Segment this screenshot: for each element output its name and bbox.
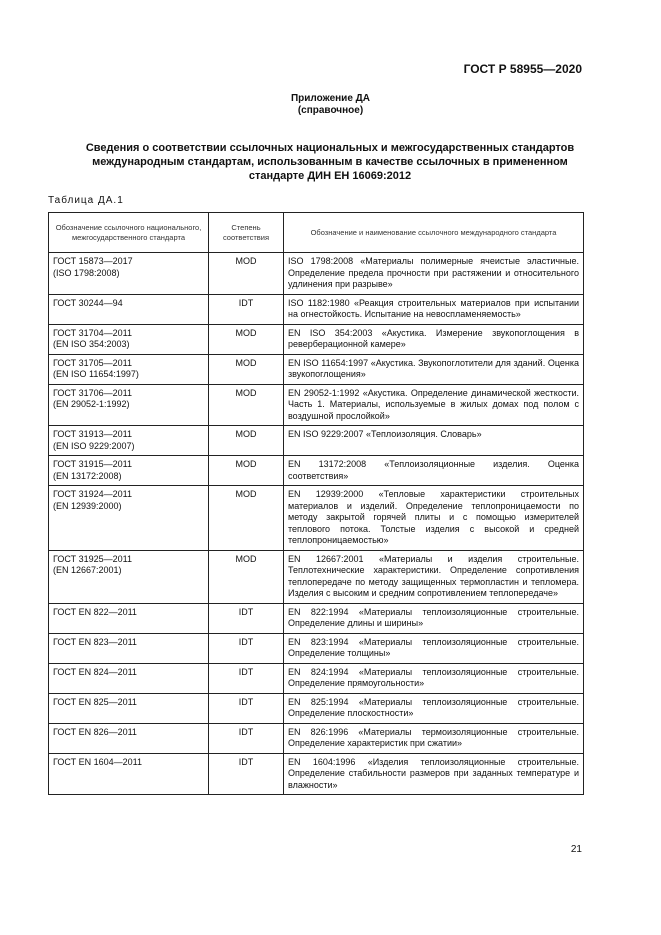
national-standard-cell: ГОСТ EN 823—2011: [49, 633, 209, 663]
degree-cell: MOD: [209, 486, 284, 551]
table-row: [49, 603, 584, 633]
international-standard-cell: EN ISO 11654:1997 «Акустика. Звукопоглотители для зданий. Оценка звукопоглощения»: [284, 354, 584, 384]
national-standard-cell: ГОСТ EN 1604—2011: [49, 753, 209, 795]
degree-cell: MOD: [209, 426, 284, 456]
table-row: [49, 294, 584, 324]
document-code: ГОСТ Р 58955—2020: [463, 62, 582, 76]
international-standard-cell: EN 13172:2008 «Теплоизоляционные изделия. Оценка соответствия»: [284, 456, 584, 486]
international-standard-cell: EN 825:1994 «Материалы теплоизоляционные строительные. Определение плоскостности»: [284, 693, 584, 723]
table-row: [49, 456, 584, 486]
degree-cell: IDT: [209, 603, 284, 633]
international-standard-cell: EN ISO 9229:2007 «Теплоизоляция. Словарь»: [284, 426, 584, 456]
column-header-degree: Степень соответствия: [209, 213, 284, 253]
table-row: [49, 384, 584, 426]
national-standard-cell: ГОСТ 31704—2011 (EN ISO 354:2003): [49, 324, 209, 354]
national-standard-cell: ГОСТ EN 824—2011: [49, 663, 209, 693]
international-standard-cell: ISO 1798:2008 «Материалы полимерные ячеистые эластичные. Определение предела прочности при растяжении и относительного удлинения при разрыве»: [284, 253, 584, 295]
table-row: [49, 550, 584, 603]
international-standard-cell: ISO 1182:1980 «Реакция строительных материалов при испытании на огнестойкость. Испытание на невоспламеняемость»: [284, 294, 584, 324]
international-standard-cell: EN 29052-1:1992 «Акустика. Определение динамической жесткости. Часть 1. Материалы, используемые в жилых домах под полом с воздушной прослойкой»: [284, 384, 584, 426]
degree-cell: IDT: [209, 753, 284, 795]
annex-subtitle: (справочное): [297, 105, 364, 116]
table-row: [49, 753, 584, 795]
degree-cell: MOD: [209, 384, 284, 426]
national-standard-cell: ГОСТ EN 826—2011: [49, 723, 209, 753]
table-row: [49, 486, 584, 551]
degree-cell: MOD: [209, 253, 284, 295]
international-standard-cell: EN 12939:2000 «Тепловые характеристики строительных материалов и изделий. Определение теплопроницаемости по методу закрытой горячей плиты и с помощью измерителей теплового потока. Толстые изделия с высокой и средней теплопроницаемостью»: [284, 486, 584, 551]
table-caption: Таблица ДА.1: [48, 195, 124, 206]
national-standard-cell: ГОСТ 31915—2011 (EN 13172:2008): [49, 456, 209, 486]
international-standard-cell: EN 824:1994 «Материалы теплоизоляционные строительные. Определение прямоугольности»: [284, 663, 584, 693]
page-number: 21: [570, 844, 582, 855]
international-standard-cell: EN 823:1994 «Материалы теплоизоляционные строительные. Определение толщины»: [284, 633, 584, 663]
international-standard-cell: EN 822:1994 «Материалы теплоизоляционные строительные. Определение длины и ширины»: [284, 603, 584, 633]
table-row: [49, 426, 584, 456]
table-body: [49, 253, 584, 795]
degree-cell: MOD: [209, 550, 284, 603]
degree-cell: IDT: [209, 294, 284, 324]
degree-cell: IDT: [209, 723, 284, 753]
international-standard-cell: EN 1604:1996 «Изделия теплоизоляционные строительные. Определение стабильности размеров при заданных температуре и влажности»: [284, 753, 584, 795]
national-standard-cell: ГОСТ EN 825—2011: [49, 693, 209, 723]
column-header-national-standard: Обозначение ссылочного национального, межгосударственного стандарта: [49, 213, 209, 253]
table-row: [49, 723, 584, 753]
international-standard-cell: EN 12667:2001 «Материалы и изделия строительные. Теплотехнические характеристики. Определение сопротивления теплопередаче по методу защищенных термопластин и тепломера. Изделия с высоким и средним сопротивлением теплопередаче»: [284, 550, 584, 603]
national-standard-cell: ГОСТ 31705—2011 (EN ISO 11654:1997): [49, 354, 209, 384]
column-header-international-standard: Обозначение и наименование ссылочного международного стандарта: [284, 213, 584, 253]
correspondence-table: [48, 212, 584, 795]
table-row: [49, 663, 584, 693]
table-row: [49, 693, 584, 723]
national-standard-cell: ГОСТ 31924—2011 (EN 12939:2000): [49, 486, 209, 551]
table-header-row: [49, 213, 584, 253]
degree-cell: IDT: [209, 693, 284, 723]
national-standard-cell: ГОСТ 31706—2011 (EN 29052-1:1992): [49, 384, 209, 426]
national-standard-cell: ГОСТ 15873—2017 (ISO 1798:2008): [49, 253, 209, 295]
degree-cell: IDT: [209, 633, 284, 663]
national-standard-cell: ГОСТ 31925—2011 (EN 12667:2001): [49, 550, 209, 603]
degree-cell: MOD: [209, 354, 284, 384]
degree-cell: MOD: [209, 324, 284, 354]
international-standard-cell: EN ISO 354:2003 «Акустика. Измерение звукопоглощения в реверберационной камере»: [284, 324, 584, 354]
annex-title: Приложение ДА: [290, 93, 371, 104]
degree-cell: MOD: [209, 456, 284, 486]
table-row: [49, 354, 584, 384]
national-standard-cell: ГОСТ 30244—94: [49, 294, 209, 324]
table-row: [49, 253, 584, 295]
degree-cell: IDT: [209, 663, 284, 693]
table-row: [49, 633, 584, 663]
table-row: [49, 324, 584, 354]
national-standard-cell: ГОСТ EN 822—2011: [49, 603, 209, 633]
international-standard-cell: EN 826:1996 «Материалы термоизоляционные строительные. Определение характеристик при сжатии»: [284, 723, 584, 753]
national-standard-cell: ГОСТ 31913—2011 (EN ISO 9229:2007): [49, 426, 209, 456]
annex-main-title: Сведения о соответствии ссылочных национальных и межгосударственных стандартов международным стандартам, использованным в качестве ссылочных в примененном стандарте ДИН ЕН 16069:2012: [85, 142, 575, 182]
